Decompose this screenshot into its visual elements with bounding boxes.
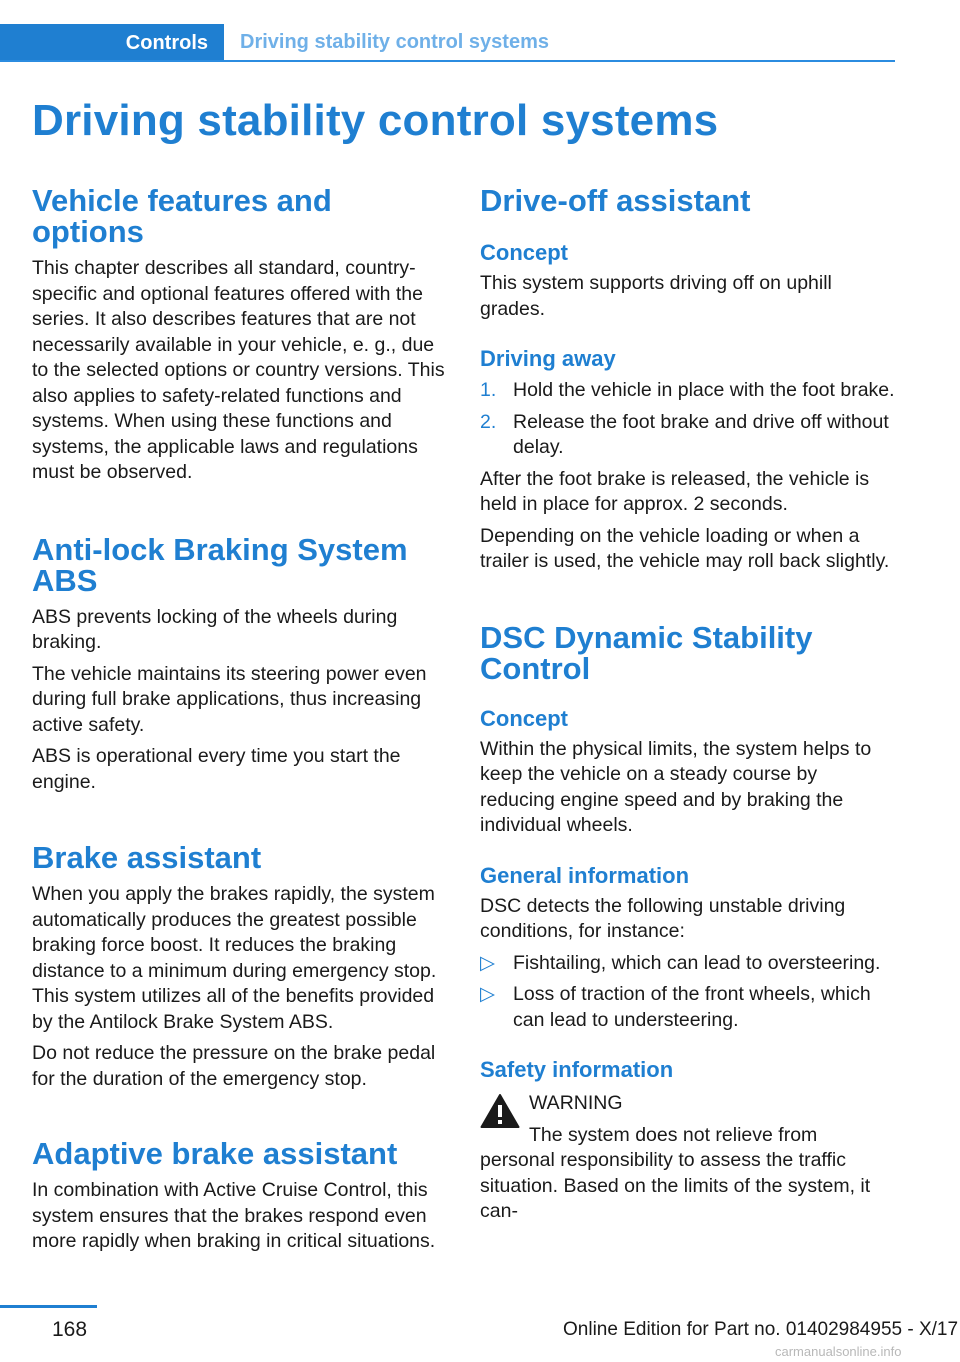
- drive-off-concept-text: This system supports driving off on uphill grades.: [480, 272, 832, 320]
- step-number: 2.: [480, 410, 497, 433]
- warning-text: The system does not relieve from personal responsibility to assess the traffic situation. Based on the limits of the system, it can-: [480, 1123, 871, 1222]
- edition-text: Online Edition for Part no. 01402984955 - X/17: [563, 1319, 959, 1340]
- heading-adaptive-brake-assistant: Adaptive brake assistant: [32, 1136, 398, 1171]
- left-column: [32, 185, 450, 1255]
- dsc-concept-text: Within the physical limits, the system helps to keep the vehicle on a steady course by reducing engine speed and by braking the individual wheels.: [480, 737, 872, 836]
- watermark: carmanualsonline.info: [775, 1344, 902, 1359]
- step-number: 1.: [480, 379, 497, 401]
- warning-triangle-icon: [480, 1093, 520, 1129]
- abs-paragraph-2: The vehicle maintains its steering power even during full brake applications, thus increasing active safety.: [32, 662, 427, 736]
- general-information-text: DSC detects the following unstable driving conditions, for instance:: [480, 894, 846, 942]
- list-item: [480, 951, 895, 977]
- step-text: Hold the vehicle in place with the foot brake.: [513, 379, 895, 401]
- heading-dsc: DSC Dynamic Stability Control: [480, 619, 813, 686]
- adaptive-brake-assistant-text: In combination with Active Cruise Control, this system ensures that the brakes respond even more rapidly when braking in critical situations.: [32, 1179, 436, 1252]
- brake-assistant-paragraph-2: Do not reduce the pressure on the brake pedal for the duration of the emergency stop.: [32, 1042, 436, 1090]
- triangle-bullet-icon: ▷: [480, 983, 495, 1005]
- subheading-safety-information: Safety information: [480, 1057, 674, 1082]
- triangle-bullet-icon: ▷: [480, 951, 495, 974]
- warning-block: [480, 1091, 895, 1225]
- tab-section-title[interactable]: Driving stability control systems: [240, 30, 549, 53]
- page-title: Driving stability control systems: [32, 96, 719, 145]
- drive-off-paragraph-2: Depending on the vehicle loading or when a trailer is used, the vehicle may roll back slightly.: [480, 524, 890, 572]
- warning-label: WARNING: [529, 1092, 623, 1114]
- vehicle-features-text: This chapter describes all standard, country-specific and optional features offered with the series. It also describes features that are not necessarily available in your vehicle, e. g., due to the selected options or country versions. This also applies to safety-related functions and systems. When using these functions and systems, the applicable laws and regulations must be observed.: [32, 257, 445, 483]
- list-item: [480, 410, 895, 461]
- right-column: [480, 185, 895, 1225]
- heading-drive-off-assistant: Drive-off assistant: [480, 183, 751, 218]
- footer-rule: [0, 1305, 97, 1308]
- abs-paragraph-3: ABS is operational every time you start the engine.: [32, 745, 401, 793]
- header-bar: [0, 24, 895, 62]
- heading-vehicle-features: Vehicle features and options: [32, 183, 332, 249]
- instability-conditions-list: [480, 951, 895, 1034]
- bullet-text: Fishtailing, which can lead to oversteering.: [513, 951, 881, 974]
- driving-away-steps: [480, 378, 895, 461]
- tab-controls[interactable]: Controls: [0, 24, 224, 62]
- drive-off-paragraph-1: After the foot brake is released, the vehicle is held in place for approx. 2 seconds.: [480, 467, 870, 515]
- list-item: [480, 982, 895, 1033]
- heading-abs: Anti-lock Braking System ABS: [32, 531, 408, 598]
- abs-paragraph-1: ABS prevents locking of the wheels during braking.: [32, 605, 398, 653]
- header-rule: [0, 60, 895, 62]
- brake-assistant-paragraph-1: When you apply the brakes rapidly, the system automatically produces the greatest possible braking force boost. It reduces the braking distance to a minimum during emergency stop. This system utilizes all of the benefits provided by the Antilock Brake System ABS.: [32, 883, 437, 1033]
- subheading-driving-away: Driving away: [480, 346, 616, 371]
- subheading-general-information: General information: [480, 862, 690, 888]
- heading-brake-assistant: Brake assistant: [32, 840, 262, 875]
- bullet-text: Loss of traction of the front wheels, which can lead to understeering.: [513, 983, 871, 1031]
- page-number: 168: [52, 1318, 88, 1341]
- subheading-dsc-concept: Concept: [480, 705, 568, 731]
- subheading-concept: Concept: [480, 240, 568, 265]
- step-text: Release the foot brake and drive off without delay.: [513, 410, 889, 458]
- list-item: [480, 378, 895, 404]
